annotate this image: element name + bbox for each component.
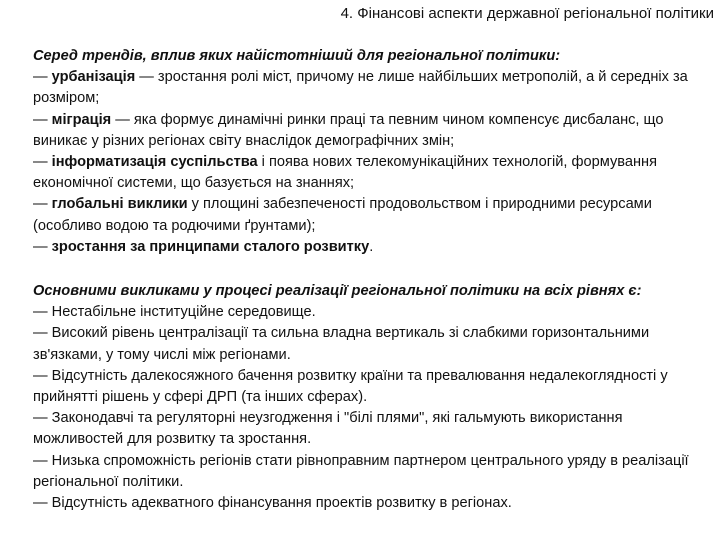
trend-dash: — bbox=[33, 196, 52, 213]
trend-dash: — bbox=[33, 238, 52, 255]
trend-keyword: міграція bbox=[51, 111, 112, 128]
trend-keyword: інформатизація суспільства bbox=[51, 154, 258, 171]
trends-heading: Серед трендів, вплив яких найістотніший для регіональної політики: bbox=[33, 48, 561, 64]
trend-dash: — bbox=[33, 111, 52, 128]
trend-text: — зростання ролі міст, причому не лише найбільших метрополій, а й середніх за розміром; bbox=[33, 69, 688, 107]
slide-title: 4. Фінансові аспекти державної регіональної політики bbox=[340, 5, 714, 22]
challenge-item: — Низька спроможність регіонів стати рівноправним партнером центрального уряду в реалізації регіональної політики. bbox=[33, 452, 689, 490]
trend-text: у площині забезпеченості продовольством і природними ресурсами (особливо водою та родючими ґрунтами); bbox=[33, 196, 652, 234]
challenge-item: — Відсутність далекосяжного бачення розвитку країни та превалювання недалекоглядності у прийнятті рішень у сфері ДРП (та інших сферах). bbox=[33, 367, 668, 406]
challenges-heading: Основними викликами у процесі реалізації регіональної політики на всіх рівнях є: bbox=[33, 283, 642, 300]
trend-keyword: урбанізація bbox=[51, 69, 136, 86]
challenge-item: — Законодавчі та регуляторні неузгодження і "білі плями", які гальмують використання можливостей для розвитку та зростання. bbox=[33, 410, 623, 448]
challenge-item: — Відсутність адекватного фінансування проектів розвитку в регіонах. bbox=[33, 495, 512, 512]
trend-item-urbanization bbox=[33, 67, 713, 109]
trend-text: . bbox=[369, 238, 374, 255]
trend-text: — яка формує динамічні ринки праці та певним чином компенсує дисбаланс, що виникає у різних регіонах світу внаслідок демографічних змін; bbox=[33, 111, 664, 149]
trend-keyword: глобальні виклики bbox=[51, 196, 188, 213]
trend-dash: — bbox=[33, 69, 52, 86]
slide-body bbox=[33, 46, 713, 514]
trend-dash: — bbox=[33, 154, 52, 171]
trend-text: і поява нових телекомунікаційних технологій, формування економічної системи, що базується на знаннях; bbox=[33, 154, 658, 192]
trend-keyword: зростання за принципами сталого розвитку bbox=[51, 238, 370, 255]
trend-item-sustainable-growth bbox=[33, 237, 713, 258]
trend-item-migration bbox=[33, 110, 713, 152]
challenge-item: — Нестабільне інституційне середовище. bbox=[33, 304, 316, 321]
trend-item-informatization bbox=[33, 152, 713, 194]
trend-item-global-challenges bbox=[33, 194, 713, 236]
challenge-item: — Високий рівень централізації та сильна владна вертикаль зі слабкими горизонтальними зв'язками, у тому числі між регіонами. bbox=[33, 325, 650, 363]
section-spacer bbox=[33, 258, 713, 281]
